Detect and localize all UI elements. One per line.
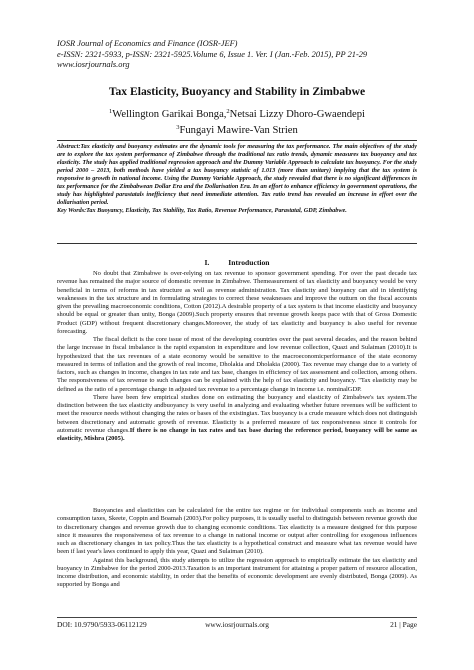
abstract-text: Tax elasticity and buoyancy estimates are the dynamic tools for measuring the tax performance. The main objectives of the study are to explore the tax system performance of Zimbabwe through the traditional tax ratio trends, dynamic measures tax buoyancy and tax elasticity. The study has applied traditional regression approach and the Dummy Variable Approach to calculate tax buoyancy. For the study period 2000 – 2013, both methods have yielded a tax buoyancy statistic of 1.013 (more than unitary) implying that the tax system is responsive to growth in national income. Using the Dummy Variable Approach, the study revealed that there is no significant differences in tax performance for the Zimbabwean Dollar Era and the Dollarisation Era. In an effort to enhance efficiency in government operations, the study has highlighted parastatals inefficiency that need immediate attention. Tax ratio trend has revealed an increase in effort over the dollarisation period. [57,143,417,207]
intro-paragraph-1: No doubt that Zimbabwe is over-relying on tax revenue to sponsor government spending. For over the past decade tax revenue has remained the major source of domestic revenue in Zimbabwe. Themeasurement of tax elasticity and buoyancy would be very beneficial in terms of reforms in tax structure as well as revenue administration. Tax elasticity and buoyancy can aid in identifying weaknesses in the tax structure and in formulating strategies to correct these weaknesses and improve the outturn on the fiscal accounts given the prevailing macroeconomic conditions, Cotton (2012).A desirable property of a tax system is that income elasticity and buoyancy should be equal or greater than unity, Bonga (2009).Such property ensures that revenue growth keeps pace with that of Gross Domestic Product (GDP) without frequent discretionary changes.Moreover, the study of tax elasticity and buoyancy is also useful for revenue forecasting. [57,270,417,335]
footer-website: www.iosrjournals.org [205,620,269,629]
intro-body-top [57,270,417,443]
abstract-label: Abstract: [57,143,81,150]
section-heading-introduction: I. Introduction [204,258,270,267]
page-footer [57,617,417,632]
issn-line: e-ISSN: 2321-5933, p-ISSN: 2321-5925.Volume 6, Issue 1. Ver. I (Jan.-Feb. 2015), PP 21-29 [57,49,368,59]
abstract-box [57,140,417,244]
author-affiliation-2: 2 [226,108,230,115]
author-name-2: Netsai Lizzy Dhoro-Gwaendepi [229,109,365,120]
keywords-label: Key Words: [57,207,87,215]
author-line-2 [57,122,417,138]
author-affiliation-3: 3 [176,123,180,131]
intro-paragraph-3-text: There have been few empirical studies done on estimating the buoyancy and elasticity of Zimbabwe's tax system.The distinction between the tax elasticity andbuoyancy is very useful in analyzing and evaluating whether future revenues will be sufficient to meet the resource needs without changing the rates or bases of the existingtax. Tax buoyancy is a crude measure which does not distinguish between discretionary and automatic growth of revenue. Elasticity is a preferred measure of tax responsiveness since it controls for automatic revenue changes. [57,393,417,434]
intro-paragraph-3-bold: If there is no change in tax rates and tax base during the reference period, buoyancy will be same as elasticity, Mishra (2005). [57,426,417,442]
footer-page-number: 21 | Page [390,620,417,629]
footer-doi: DOI: 10.9790/5933-06112129 [57,620,147,629]
author-line-1 [57,106,417,122]
intro-body-bottom [57,507,417,590]
journal-header [57,39,417,71]
keywords [57,207,417,215]
abstract [57,141,417,207]
paper-title: Tax Elasticity, Buoyancy and Stability in Zimbabwe [108,85,366,98]
intro-paragraph-2: The fiscal deficit is the core issue of most of the developing countries over the past several decades, and the reason behind the large increase in fiscal imbalance is the rapid expansion in expenditure and low revenue collection, Quazi and Sulaiman (2010).It is hypothesized that the tax revenues of a state economy would be sensitive to the macroeconomicperformance of the state economy measured in terms of inflation and the growth of real income, Dholakia and Dholakia (2000). Tax revenue may change due to a variety of factors, such as changes in income, changes in tax rate and tax base, changes in efficiency of tax assessment and collection, among others. The responsiveness of tax revenue to such changes can be explained with the help of tax elasticity and buoyancy. "Tax elasticity may be defined as the ratio of a percentage change in adjusted tax revenue to a percentage change in income i.e. nominalGDP. [57,336,417,393]
author-name-1: Wellington Garikai Bonga, [112,109,227,120]
keywords-text: Tax Buoyancy, Elasticity, Tax Stability, Tax Ratio, Revenue Performance, Parastatal, GDP, Zimbabwe. [86,207,347,215]
journal-name: IOSR Journal of Economics and Finance (IOSR-JEF) [57,39,238,48]
journal-website: www.iosrjournals.org [57,60,130,70]
author-name-3: Fungayi Mawire-Van Strien [179,124,298,136]
author-affiliation-1: 1 [108,108,113,115]
intro-paragraph-4: Buoyancies and elasticities can be calculated for the entire tax regime or for individual components such as income and consumption taxes, Skeete, Coppin and Boamah (2003).For policy purposes, it is usually useful to distinguish between revenue growth due to discretionary changes and revenue growth due to changing economic conditions. Tax elasticity is a measure designed for this purpose since it measures the responsiveness of tax revenue to a change in national income or output after controlling for exogenous influences such as discretionary changes in tax policy.Thus the tax elasticity is a hypothetical construct and measure what tax revenue would have been if last year's laws continued to apply this year, Quazi and Sulaiman (2010). [57,507,417,556]
intro-paragraph-5: Against this background, this study attempts to utilize the regression approach to empirically estimate the tax elasticity and buoyancy in Zimbabwe for the period 2000-2013.Taxation is an important instrument for attaining a proper pattern of resource allocation, income distribution, and economic stability, in order that the benefits of economic development are evenly distributed, Bonga (2009). As supported by Bonga and [57,556,417,589]
author-list [57,106,417,137]
intro-paragraph-3 [57,394,417,444]
